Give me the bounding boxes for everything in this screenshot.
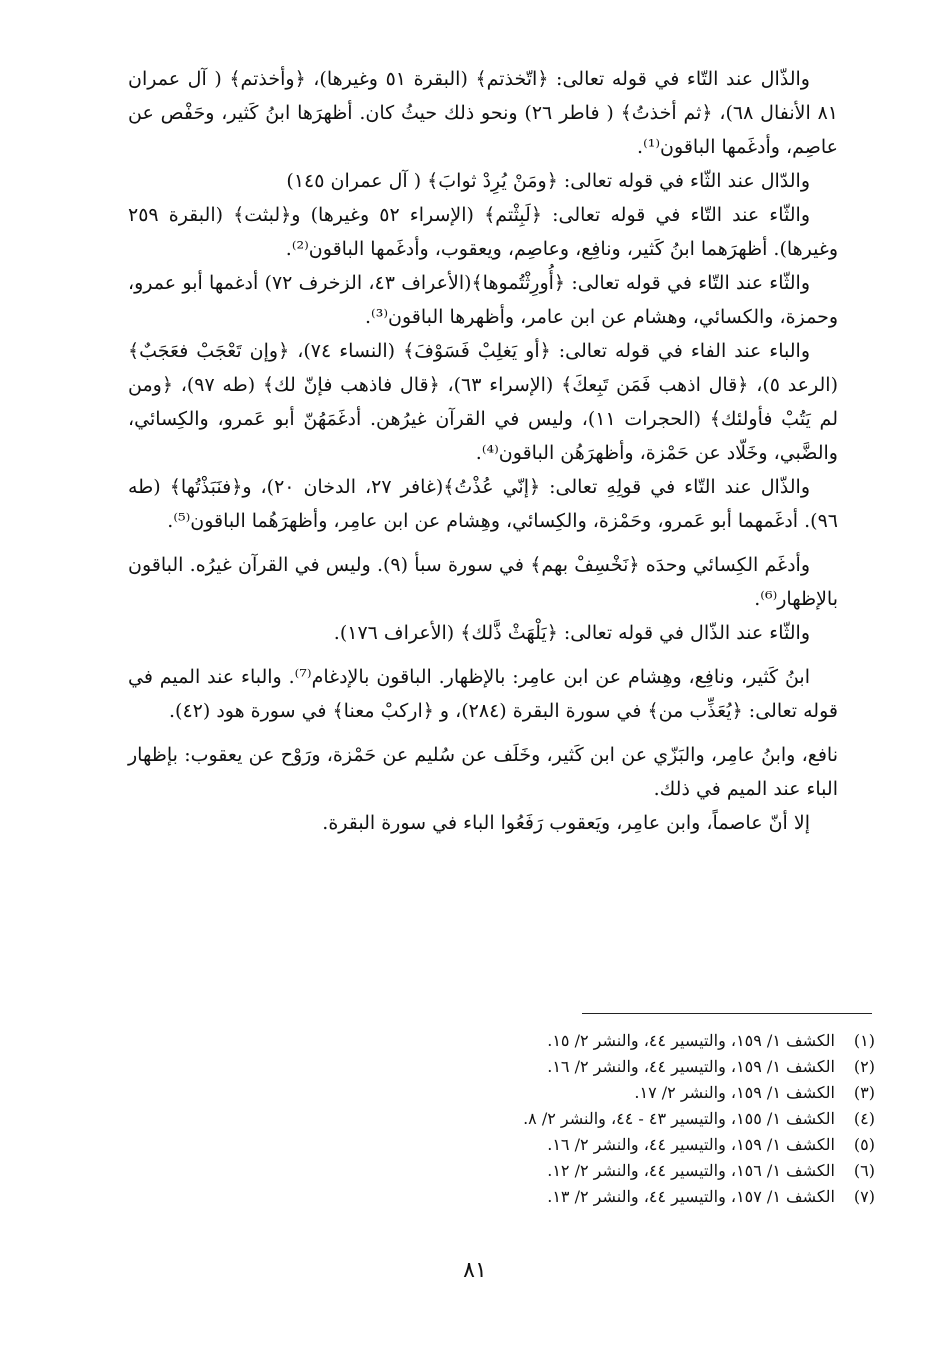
footnotes xyxy=(380,1028,875,1210)
footnote xyxy=(380,1080,875,1106)
footnote-number: (١) xyxy=(853,1031,875,1050)
footnote-number: (٥) xyxy=(853,1135,875,1154)
main-text xyxy=(128,62,838,840)
footnote xyxy=(380,1106,875,1132)
paragraph: والذّال عند التّاء في قوله تعالى: ﴿اتّخذتم﴾ (البقرة ٥١ وغيرها)، ﴿وأخذتم﴾ ( آل عمران ٨١ الأنفال ٦٨)، ﴿ثم أخذتُ﴾ ( فاطر ٢٦) ونحو ذلك حيثُ كان. أظهرَها ابنُ كَثير، وحَفْص عن عاصِم، وأدغَمها الباقون⁽¹⁾. xyxy=(128,68,838,158)
footnote-number: (٧) xyxy=(853,1187,875,1206)
footnote xyxy=(380,1054,875,1080)
page-number: ٨١ xyxy=(463,1258,487,1283)
footnote-text: الكشف ١/ ١٥٧، والتيسير ٤٤، والنشر ٢/ ١٣. xyxy=(547,1187,835,1206)
footnote-number: (٢) xyxy=(853,1057,875,1076)
footnote-text: الكشف ١/ ١٥٩، والتيسير ٤٤، والنشر ٢/ ١٦. xyxy=(547,1057,835,1076)
paragraph: نافع، وابنُ عامِر، والبَزّي عن ابن كَثير، وخَلَف عن سُليم عن حَمْزة، ورَوْح عن يعقوب: بإظهار الباء عند الميم في ذلك. xyxy=(128,744,838,800)
paragraph: والثّاء عند التّاء في قوله تعالى: ﴿لَبِثْتم﴾ (الإسراء ٥٢ وغيرها) و﴿لبثت﴾ (البقرة ٢٥٩ وغيرها). أظهرَهما ابنُ كَثير، ونافِع، وعاصِم، ويعقوب، وأدغَمها الباقون⁽²⁾. xyxy=(128,204,838,260)
paragraph: والدّال عند الثّاء في قوله تعالى: ﴿ومَنْ يُرِدْ ثوابَ﴾ ( آل عمران ١٤٥) xyxy=(286,170,810,192)
footnote xyxy=(380,1184,875,1210)
footnote-text: الكشف ١/ ١٥٩، والتيسير ٤٤، والنشر ٢/ ١٦. xyxy=(547,1135,835,1154)
footnote xyxy=(380,1158,875,1184)
footnote-text: الكشف ١/ ١٥٦، والتيسير ٤٤، والنشر ٢/ ١٢. xyxy=(547,1161,835,1180)
footnote-text: الكشف ١/ ١٥٩، والنشر ٢/ ١٧. xyxy=(634,1083,835,1102)
footnote-text: الكشف ١/ ١٥٩، والتيسير ٤٤، والنشر ٢/ ١٥. xyxy=(547,1031,835,1050)
footnote xyxy=(380,1028,875,1054)
footnote xyxy=(380,1132,875,1158)
footnote-number: (٤) xyxy=(853,1109,875,1128)
footnote-number: (٦) xyxy=(853,1161,875,1180)
paragraph: والثّاء عند التّاء في قوله تعالى: ﴿أُورِثْتُموها﴾(الأعراف ٤٣، الزخرف ٧٢) أدغمها أبو عمرو، وحمزة، والكسائي، وهشام عن ابن عامر، وأظهرها الباقون⁽³⁾. xyxy=(128,272,838,328)
footnote-number: (٣) xyxy=(853,1083,875,1102)
paragraph: وأدغَم الكِسائي وحدَه ﴿نَخْسِفْ بهم﴾ في سورة سبأ (٩). وليس في القرآن غيرُه. الباقون بالإظهار⁽⁶⁾. xyxy=(128,554,838,610)
paragraph: ابنُ كَثير، ونافِع، وهِشام عن ابن عامِر: بالإظهار. الباقون بالإدغام⁽⁷⁾. والباء عند الميم في قوله تعالى: ﴿يُعَذِّب من﴾ في سورة البقرة (٢٨٤)، و ﴿اركبْ معنا﴾ في سورة هود (٤٢). xyxy=(128,666,838,722)
footnote-text: الكشف ١/ ١٥٥، والتيسير ٤٣ - ٤٤، والنشر ٢/ ٨. xyxy=(523,1109,835,1128)
paragraph: والثّاء عند الذّال في قوله تعالى: ﴿يَلْهَثْ ذَّلك﴾ (الأعراف ١٧٦). xyxy=(333,622,810,644)
paragraph: والذّال عند التّاء في قولِهِ تعالى: ﴿إنّي عُذْتُ﴾(غافر ٢٧، الدخان ٢٠)، و﴿فنَبَذْتُها﴾ (طه ٩٦). أدغَمهما أبو عَمرو، وحَمْزة، والكِسائي، وهِشام عن ابن عامِر، وأظهرَهُما الباقون⁽⁵⁾. xyxy=(128,476,838,532)
paragraph: والباء عند الفاء في قوله تعالى: ﴿أو يَغلِبْ فَسَوْفَ﴾ (النساء ٧٤)، ﴿وإن تَعْجَبْ فعَجَبٌ﴾ (الرعد ٥)، ﴿قال اذهب فَمَن تَبِعكَ﴾ (الإسراء ٦٣)، ﴿قال فاذهب فإنّ لك﴾ (طه ٩٧)، ﴿ومن لم يَتُبْ فأولئك﴾ (الحجرات ١١)، وليس في القرآن غيرُهن. أدغَمَهُنّ أبو عَمرو، والكِسائي، والضَّبي، وخَلّاد عن حَمْزة، وأظهرَهُن الباقون⁽⁴⁾. xyxy=(128,340,838,464)
footnote-separator xyxy=(582,1013,872,1014)
paragraph: إلا أنّ عاصماً، وابن عامِر، ويَعقوب رَفَعُوا الباء في سورة البقرة. xyxy=(322,812,810,834)
